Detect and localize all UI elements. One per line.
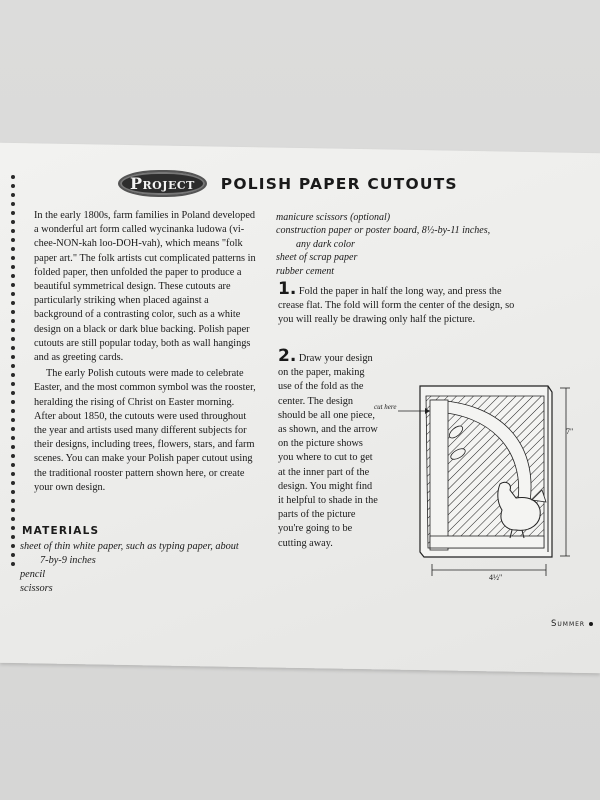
step-1 — [278, 279, 528, 327]
intro-paragraph-2: The early Polish cutouts were made to celebrate Easter, and the most common symbol was the rooster, heralding the rising of Christ on Easter morning. After about 1850, the cutouts were used throughout the year and artists used many different subjects for their designs, including trees, flowers, stars, and farm scenes. You can make your Polish paper cutout using the traditional rooster pattern shown here, or create your own design. — [34, 368, 256, 493]
step-1-text: Fold the paper in half the long way, and press the crease flat. The fold will form the center of the design, so you will really be drawing only half the picture. — [278, 286, 515, 325]
width-dimension-label: 4½" — [489, 573, 503, 582]
material-item: pencil — [20, 569, 46, 580]
step-1-number: 1. — [278, 279, 297, 299]
step-2-number: 2. — [278, 346, 297, 366]
step-2-text: Draw your design on the paper, making use of the fold as the center. The design should be all one piece, as shown, and the arrow on the picture shows you where to cut to get at the inner part of the design. You might find it helpful to shade in the parts of the picture you're going to be cutting away. — [278, 353, 378, 549]
step-2 — [278, 346, 378, 551]
material-item: sheet of scrap paper — [276, 252, 358, 264]
material-item: scissors — [20, 583, 53, 594]
material-item: any dark color — [296, 238, 355, 250]
intro-paragraph-1: In the early 1800s, farm families in Poland developed a wonderful art form called wycinanka ludowa (vi-chee-NON-kah loo-DOH-vah), which means "folk paper art." The folk artists cut complicated patterns in folded paper, then unfolded the paper to produce a beautiful symmetrical design. These cutouts are particularly striking when placed against a background of a contrasting color, such as a white design on a black or dark blue backing. Polish paper cutouts are still popular today, both as wall hangings and as greeting cards. — [34, 210, 256, 364]
page-footer — [551, 619, 593, 629]
page-header — [118, 170, 458, 197]
section-name: Summer — [551, 619, 586, 629]
materials-heading: MATERIALS — [22, 525, 100, 537]
intro-text — [34, 209, 256, 495]
project-badge: Project — [118, 170, 207, 197]
material-item: construction paper or poster board, 8½-by-11 inches, — [276, 225, 491, 237]
cut-here-label: cut here — [374, 403, 397, 411]
bullet-icon — [589, 622, 593, 626]
page-title: POLISH PAPER CUTOUTS — [220, 174, 458, 193]
materials-list-right — [276, 211, 526, 278]
materials-list-left — [20, 540, 260, 596]
material-item: rubber cement — [276, 265, 335, 277]
rooster-pattern-figure — [370, 372, 580, 587]
height-dimension-label: 7" — [566, 427, 574, 436]
material-item: manicure scissors (optional) — [276, 212, 391, 223]
material-item: sheet of thin white paper, such as typing paper, about — [20, 541, 239, 552]
material-item: 7-by-9 inches — [40, 555, 96, 566]
